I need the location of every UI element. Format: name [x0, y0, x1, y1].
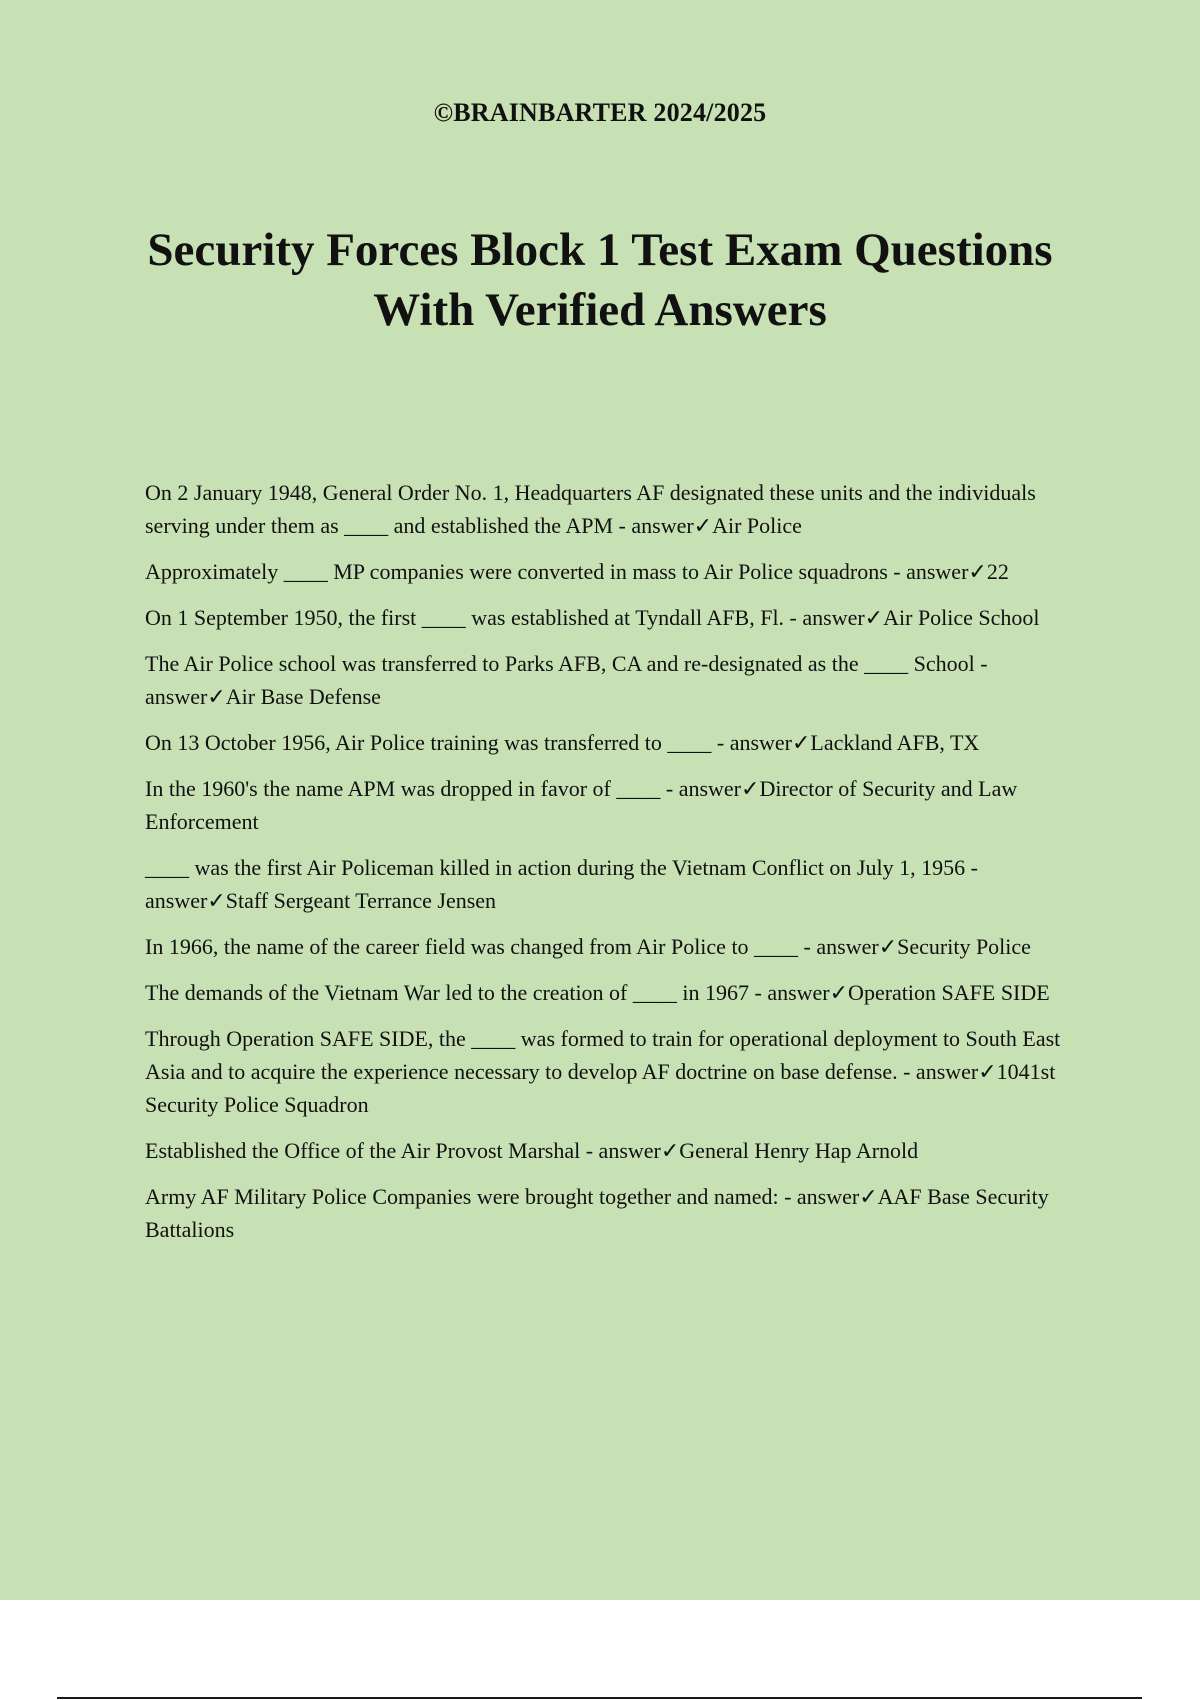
footer-divider — [57, 1697, 1142, 1699]
question-answer-list — [145, 476, 1090, 1259]
question-answer-item: In 1966, the name of the career field was changed from Air Police to ____ - answer✓Security Police — [145, 934, 1031, 959]
question-answer-item: On 13 October 1956, Air Police training was transferred to ____ - answer✓Lackland AFB, TX — [145, 730, 980, 755]
question-answer-item: On 2 January 1948, General Order No. 1, Headquarters AF designated these units and the individuals serving under them as ____ and established the APM - answer✓Air Police — [145, 480, 1036, 538]
title-line-1: Security Forces Block 1 Test Exam Questions — [147, 224, 1053, 276]
question-answer-item: In the 1960's the name APM was dropped in favor of ____ - answer✓Director of Security and Law Enforcement — [145, 776, 1018, 834]
question-answer-item: Approximately ____ MP companies were converted in mass to Air Police squadrons - answer✓22 — [145, 559, 1009, 584]
question-answer-item: The Air Police school was transferred to Parks AFB, CA and re-designated as the ____ School - answer✓Air Base Defense — [145, 651, 988, 709]
question-answer-item: ____ was the first Air Policeman killed in action during the Vietnam Conflict on July 1, 1956 - answer✓Staff Sergeant Terrance Jensen — [145, 855, 978, 913]
question-answer-item: Established the Office of the Air Provost Marshal - answer✓General Henry Hap Arnold — [145, 1138, 919, 1163]
question-answer-item: The demands of the Vietnam War led to the creation of ____ in 1967 - answer✓Operation SAFE SIDE — [145, 980, 1050, 1005]
document-title — [100, 220, 1100, 340]
question-answer-item: Army AF Military Police Companies were brought together and named: - answer✓AAF Base Security Battalions — [145, 1184, 1049, 1242]
question-answer-item: Through Operation SAFE SIDE, the ____ was formed to train for operational deployment to South East Asia and to acquire the experience necessary to develop AF doctrine on base defense. - answer✓1041st Security Police Squadron — [145, 1026, 1061, 1117]
title-line-2: With Verified Answers — [373, 284, 827, 336]
copyright-header: ©BRAINBARTER 2024/2025 — [433, 98, 767, 127]
question-answer-item: On 1 September 1950, the first ____ was established at Tyndall AFB, Fl. - answer✓Air Police School — [145, 605, 1040, 630]
